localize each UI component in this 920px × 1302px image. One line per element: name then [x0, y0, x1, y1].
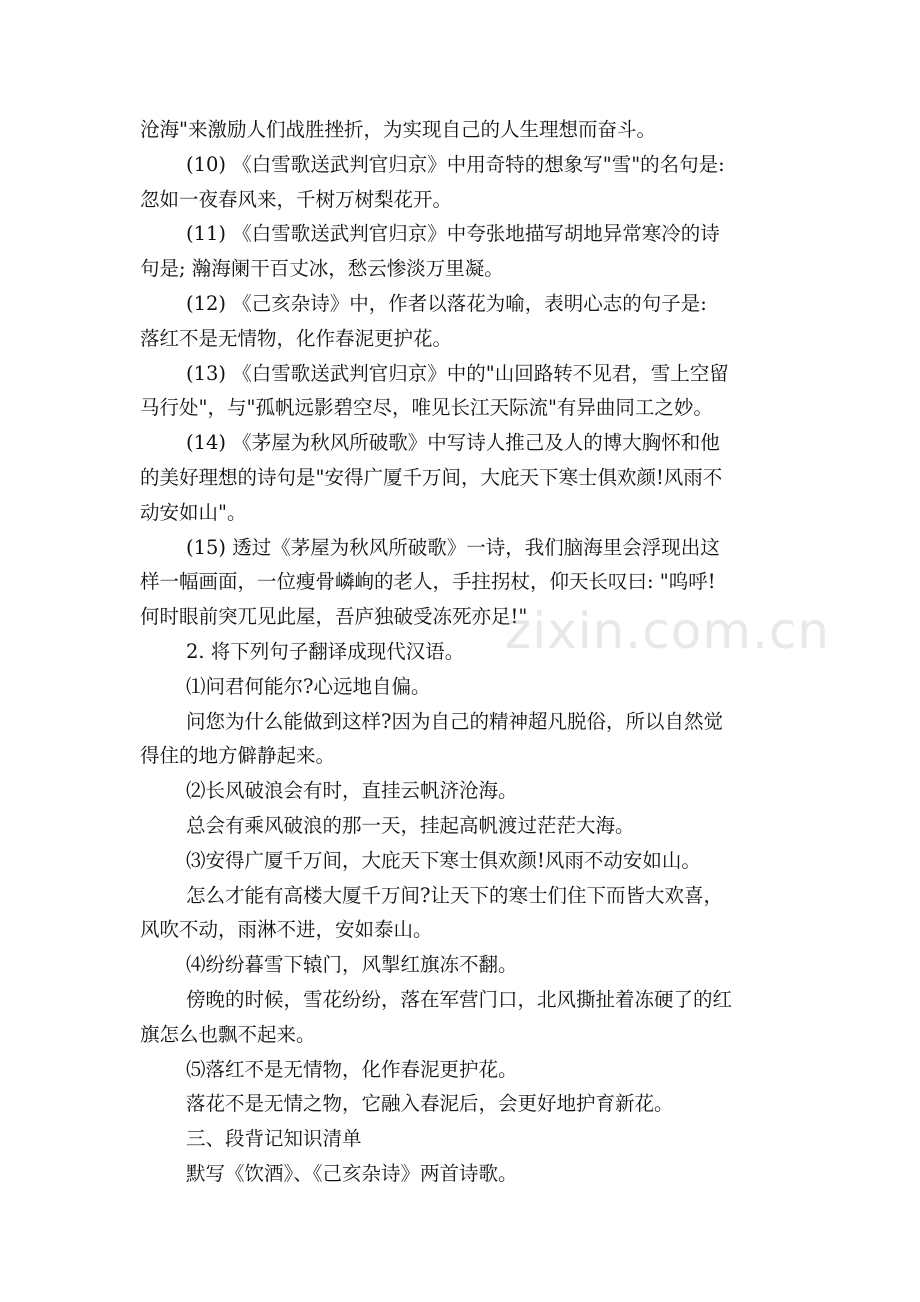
text-line: ⑶安得广厦千万间，大庇天下寒士俱欢颜!风雨不动安如山。	[186, 848, 701, 872]
text-line: (11) 《白雪歌送武判官归京》中夸张地描写胡地异常寒冷的诗	[186, 222, 720, 246]
text-line: (12) 《己亥杂诗》中，作者以落花为喻，表明心志的句子是:	[186, 291, 707, 315]
text-line: 马行处"，与"孤帆远影碧空尽，唯见长江天际流"有异曲同工之妙。	[140, 396, 713, 420]
text-line: 样一幅画面，一位瘦骨嶙峋的老人，手拄拐杖，仰天长叹曰: "呜呼!	[140, 570, 716, 594]
text-line: (10) 《白雪歌送武判官归京》中用奇特的想象写"雪"的名句是:	[186, 152, 725, 176]
text-line: 三、段背记知识清单	[186, 1127, 362, 1151]
text-line: 2. 将下列句子翻译成现代汉语。	[186, 639, 465, 663]
text-line: ⑵长风破浪会有时，直挂云帆济沧海。	[186, 779, 518, 803]
text-line: 动安如山"。	[140, 500, 247, 524]
text-line: 忽如一夜春风来，千树万树梨花开。	[140, 187, 453, 211]
text-line: 落红不是无情物，化作春泥更护花。	[140, 326, 453, 350]
text-line: 问您为什么能做到这样?因为自己的精神超凡脱俗，所以自然觉	[186, 709, 723, 733]
text-line: ⑸落红不是无情物，化作春泥更护花。	[186, 1057, 518, 1081]
text-line: 何时眼前突兀见此屋，吾庐独破受冻死亦足!"	[140, 605, 528, 629]
text-line: (13) 《白雪歌送武判官归京》中的"山回路转不见君，雪上空留	[186, 361, 729, 385]
text-line: ⑷纷纷暮雪下辕门，风掣红旗冻不翻。	[186, 953, 518, 977]
text-line: (14) 《茅屋为秋风所破歌》中写诗人推己及人的博大胸怀和他	[186, 431, 720, 455]
text-line: 的美好理想的诗句是"安得广厦千万间，大庇天下寒士俱欢颜!风雨不	[140, 465, 723, 489]
text-line: 旗怎么也飘不起来。	[140, 1022, 316, 1046]
text-line: 默写《饮酒》、《己亥杂诗》两首诗歌。	[186, 1161, 518, 1185]
text-line: 得住的地方僻静起来。	[140, 744, 336, 768]
watermark: zixin.com.cn	[505, 602, 831, 660]
text-line: 总会有乘风破浪的那一天，挂起高帆渡过茫茫大海。	[186, 813, 635, 837]
text-line: 落花不是无情之物，它融入春泥后，会更好地护育新花。	[186, 1092, 674, 1116]
text-line: 句是; 瀚海阑干百丈冰，愁云惨淡万里凝。	[140, 257, 504, 281]
text-line: 风吹不动，雨淋不进，安如泰山。	[140, 918, 433, 942]
text-line: 怎么才能有高楼大厦千万间?让天下的寒士们住下而皆大欢喜，	[186, 883, 723, 907]
text-line: 傍晚的时候，雪花纷纷，落在军营门口，北风撕扯着冻硬了的红	[186, 987, 733, 1011]
text-line: 沧海"来激励人们战胜挫折，为实现自己的人生理想而奋斗。	[140, 118, 656, 141]
text-line: (15) 透过《茅屋为秋风所破歌》一诗，我们脑海里会浮现出这	[186, 535, 720, 559]
document-body	[140, 113, 790, 1192]
text-line: ⑴问君何能尔?心远地自偏。	[186, 674, 431, 698]
